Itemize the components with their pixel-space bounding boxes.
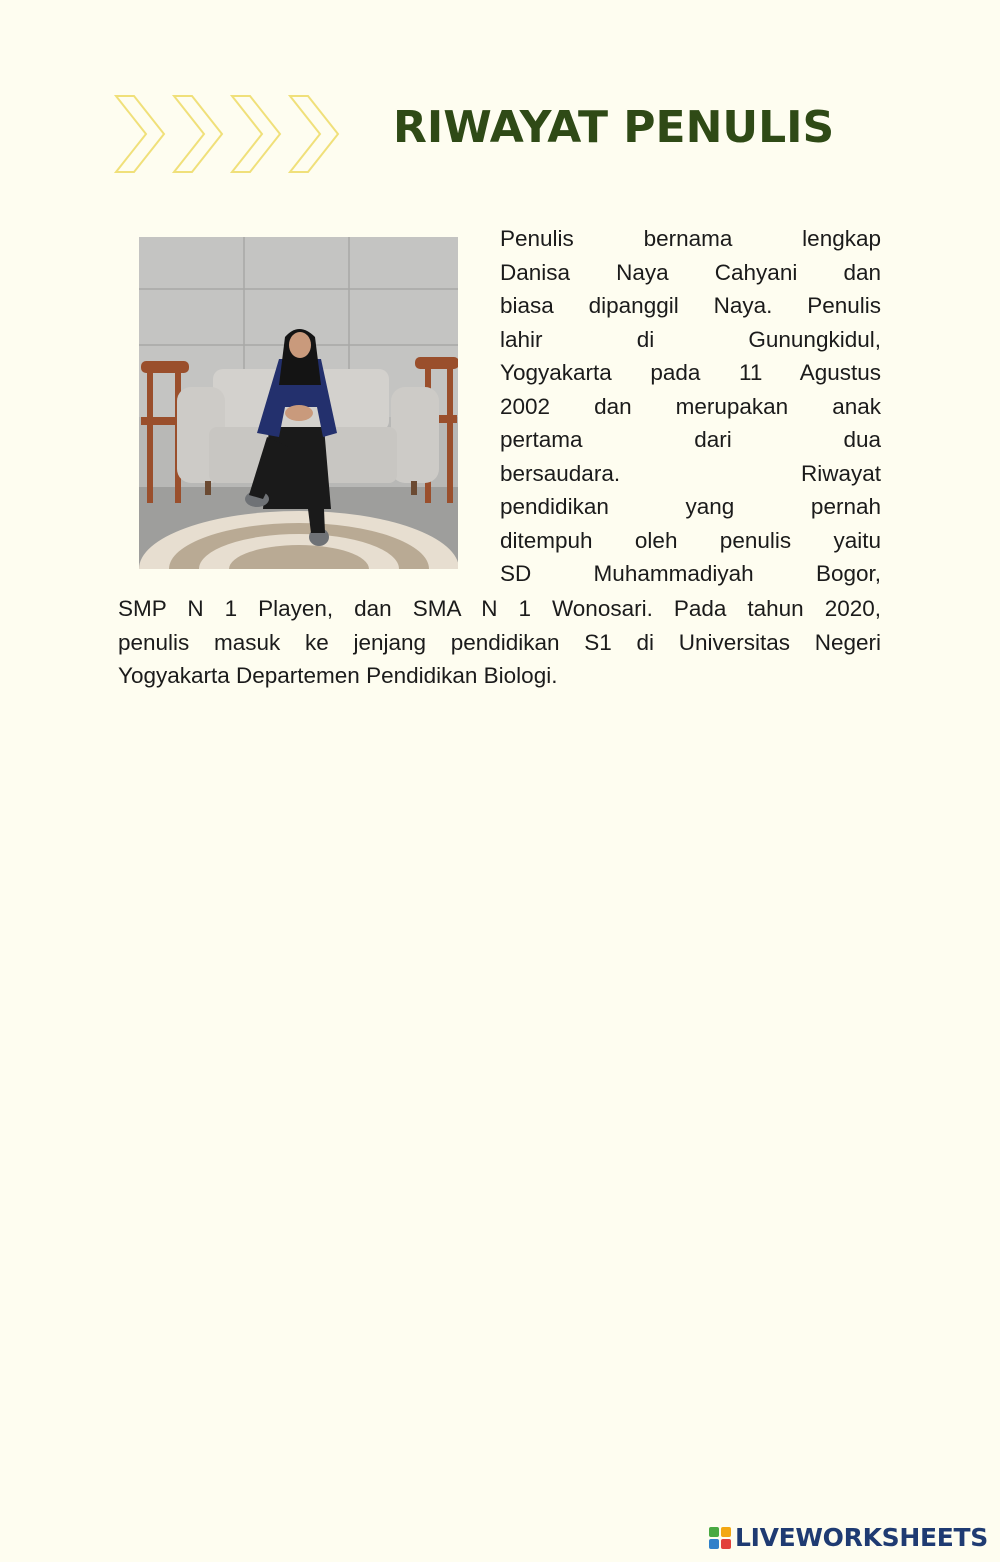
chevron-decoration-icon	[112, 92, 346, 176]
bio-paragraph-bottom	[118, 592, 881, 693]
bio-line: SMP N 1 Playen, dan SMA N 1 Wonosari. Pada tahun 2020,	[118, 596, 881, 621]
bio-line: Danisa Naya Cahyani dan	[500, 259, 881, 285]
bio-line: penulis masuk ke jenjang pendidikan S1 di Universitas Negeri	[118, 629, 881, 655]
bio-line: bersaudara. Riwayat	[500, 460, 881, 486]
watermark-text: LIVEWORKSHEETS	[734, 1523, 988, 1552]
bio-line: biasa dipanggil Naya. Penulis	[500, 293, 881, 318]
bio-line: Yogyakarta pada 11 Agustus	[500, 360, 881, 385]
liveworksheets-watermark	[709, 1523, 988, 1552]
page-title: RIWAYAT PENULIS	[393, 102, 835, 153]
bio-line: Penulis bernama lengkap	[500, 226, 881, 251]
bio-line: pertama dari dua	[500, 427, 881, 452]
liveworksheets-logo-icon	[709, 1527, 731, 1549]
bio-line: 2002 dan merupakan anak	[500, 393, 881, 419]
bio-line: SD Muhammadiyah Bogor,	[500, 561, 881, 586]
bio-line: Yogyakarta Departemen Pendidikan Biologi.	[118, 663, 558, 688]
bio-line: lahir di Gunungkidul,	[500, 326, 881, 352]
bio-line: pendidikan yang pernah	[500, 494, 881, 519]
bio-line: ditempuh oleh penulis yaitu	[500, 527, 881, 553]
bio-paragraph-top	[500, 222, 881, 591]
author-photo	[139, 237, 458, 569]
